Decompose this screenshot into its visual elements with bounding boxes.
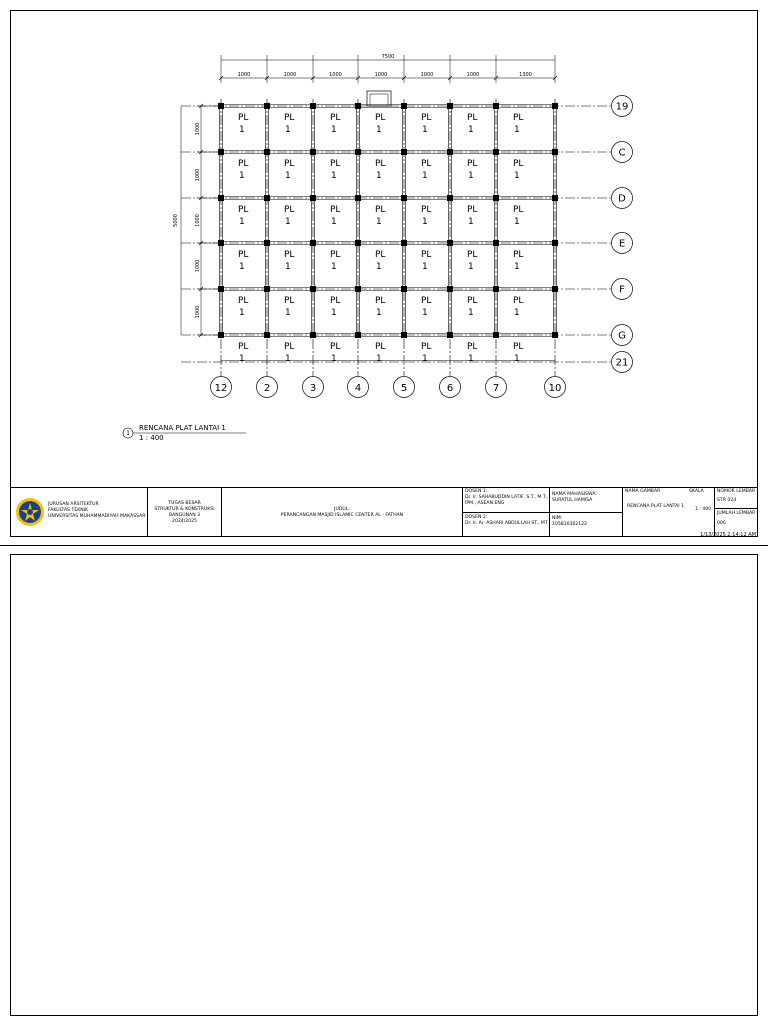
column	[310, 195, 316, 201]
slab-label-number: 1	[285, 354, 291, 364]
slab-label-name: PL	[238, 250, 249, 260]
lecturer2-label: DOSEN 2:	[465, 515, 488, 520]
slab-label-name: PL	[284, 250, 295, 260]
span-depth-dimension: 1000	[195, 168, 201, 182]
page-separator	[0, 545, 768, 546]
column	[493, 332, 499, 338]
slab-label-number: 1	[285, 217, 291, 227]
sheet-count-label: JUMLAH LEMBAR	[717, 511, 756, 516]
grid-label-column: 7	[492, 383, 500, 394]
column	[447, 195, 453, 201]
slab-label-number: 1	[376, 308, 382, 318]
column	[493, 103, 499, 109]
lecturer2-name: Dr. Ir. Ar. ASHARI ABDULLAH ST., MT.	[465, 521, 549, 526]
sheet-number-cell	[715, 488, 757, 537]
print-date: 1/13/2025 2:14:12 AM	[700, 532, 756, 538]
grid-label-column: 6	[446, 383, 454, 394]
grid-label-column: 4	[354, 383, 362, 394]
view-title: RENCANA PLAT LANTAI 1	[139, 424, 226, 432]
slab-label-number: 1	[376, 125, 382, 135]
slab-label-number: 1	[239, 262, 245, 272]
column	[310, 240, 316, 246]
column	[447, 286, 453, 292]
column	[552, 286, 558, 292]
column	[355, 149, 361, 155]
slab-label-number: 1	[514, 217, 520, 227]
lecturers-cell	[463, 488, 550, 537]
academic-year-line: 2024/2025	[172, 518, 197, 524]
span-depth-dimension: 1000	[195, 214, 201, 227]
slab-label-name: PL	[238, 113, 249, 123]
slab-label-name: PL	[284, 296, 295, 306]
slab-label-name: PL	[375, 250, 386, 260]
floor-plan	[11, 11, 757, 481]
title-block	[11, 487, 757, 537]
slab-label-number: 1	[514, 354, 520, 364]
project-title: PERANCANGAN MASJID ISLAMIC CENTER AL - FATHAN	[280, 512, 404, 518]
slab-label-name: PL	[421, 113, 432, 123]
grid-label-column: 12	[214, 383, 228, 394]
column	[264, 149, 270, 155]
slab-label-number: 1	[422, 354, 428, 364]
column	[310, 332, 316, 338]
slab-label-name: PL	[467, 296, 478, 306]
slab-label-number: 1	[331, 171, 337, 181]
slab-label-name: PL	[284, 113, 295, 123]
slab-label-number: 1	[514, 308, 520, 318]
view-number: 1	[126, 430, 130, 437]
slab-label-number: 1	[422, 217, 428, 227]
slab-label-number: 1	[376, 171, 382, 181]
grid-label-row: D	[618, 193, 626, 205]
slab-label-name: PL	[513, 342, 524, 352]
slab-label-name: PL	[513, 205, 524, 215]
column	[552, 103, 558, 109]
column	[401, 286, 407, 292]
grid-label-row: E	[618, 238, 626, 250]
slab-label-number: 1	[239, 354, 245, 364]
sheet-number-label: NOMOR LEMBAR	[717, 489, 756, 494]
column	[355, 286, 361, 292]
grid-label-row: 19	[615, 101, 629, 113]
drawing-name-label: NAMA GAMBAR	[625, 489, 661, 494]
grid-label-column: 10	[548, 383, 562, 394]
slab-label-number: 1	[422, 262, 428, 272]
column	[264, 240, 270, 246]
nim-label: NIM:	[552, 516, 563, 521]
lecturer1-name: Dr. Ir. SAHABUDDIN LATIF, S.T., M.T., IPM., ASEAN ENG	[465, 495, 549, 506]
span-width-dimension: 1000	[374, 72, 388, 78]
slab-label-name: PL	[375, 205, 386, 215]
drawing-sheet	[10, 10, 758, 537]
span-width-dimension: 1000	[237, 72, 251, 78]
grid-label-row: G	[618, 330, 626, 342]
slab-label-name: PL	[238, 159, 249, 169]
student-cell	[550, 488, 623, 537]
column	[401, 103, 407, 109]
slab-label-name: PL	[330, 342, 341, 352]
slab-label-name: PL	[513, 113, 524, 123]
column	[447, 332, 453, 338]
column	[493, 149, 499, 155]
slab-label-name: PL	[238, 342, 249, 352]
slab-label-name: PL	[375, 296, 386, 306]
project-label: JUDUL:	[334, 506, 350, 512]
column	[552, 149, 558, 155]
grid-label-row: 21	[615, 357, 629, 369]
slab-label-number: 1	[331, 354, 337, 364]
slab-label-name: PL	[284, 205, 295, 215]
slab-label-name: PL	[421, 296, 432, 306]
faculty-line: FAKULTAS TEKNIK	[48, 508, 89, 513]
column	[310, 286, 316, 292]
slab-label-number: 1	[239, 308, 245, 318]
column	[355, 240, 361, 246]
slab-label-number: 1	[422, 171, 428, 181]
span-width-dimension: 1300	[519, 72, 532, 78]
column	[310, 149, 316, 155]
slab-label-name: PL	[421, 250, 432, 260]
slab-label-number: 1	[331, 262, 337, 272]
span-width-dimension: 1000	[329, 72, 342, 78]
slab-label-number: 1	[376, 354, 382, 364]
column	[264, 103, 270, 109]
slab-label-number: 1	[468, 217, 474, 227]
slab-label-number: 1	[468, 171, 474, 181]
span-width-dimension: 1000	[466, 72, 480, 78]
course-level-line: BANGUNAN 3	[168, 512, 201, 518]
slab-label-name: PL	[238, 296, 249, 306]
slab-label-name: PL	[513, 159, 524, 169]
slab-label-number: 1	[468, 354, 474, 364]
slab-label-name: PL	[513, 250, 524, 260]
student-name: SURATUL HAMISA	[552, 498, 593, 503]
department-cell	[11, 488, 148, 537]
slab-label-name: PL	[330, 113, 341, 123]
grid-label-column: 2	[263, 383, 271, 394]
span-depth-dimension: 1000	[195, 122, 201, 136]
column	[355, 332, 361, 338]
drawing-name-cell	[623, 488, 715, 537]
view-scale: 1 : 400	[139, 434, 164, 442]
column	[401, 195, 407, 201]
column	[355, 103, 361, 109]
project-cell	[222, 488, 463, 537]
student-label: NAMA MAHASISWA:	[552, 492, 597, 497]
slab-label-name: PL	[421, 159, 432, 169]
column	[264, 332, 270, 338]
slab-label-name: PL	[467, 250, 478, 260]
column	[493, 286, 499, 292]
slab-label-number: 1	[285, 262, 291, 272]
overall-width-dimension: 7500	[381, 54, 395, 60]
slab-label-name: PL	[284, 342, 295, 352]
course-line: STRUKTUR & KONSTRUKSI	[154, 506, 215, 512]
sheet-count: 006	[717, 521, 726, 526]
slab-label-number: 1	[285, 125, 291, 135]
slab-label-name: PL	[421, 342, 432, 352]
slab-label-name: PL	[467, 113, 478, 123]
column	[355, 195, 361, 201]
grid-label-row: C	[618, 147, 626, 159]
slab-label-name: PL	[467, 159, 478, 169]
scale-value: 1 : 400	[695, 507, 712, 512]
nim-value: 105830302122	[552, 522, 588, 527]
grid-label-column: 3	[309, 383, 317, 394]
overall-depth-dimension: 5000	[173, 214, 179, 227]
column	[447, 149, 453, 155]
scale-label: SKALA	[689, 489, 704, 494]
grid-label-row: F	[619, 284, 625, 296]
slab-label-name: PL	[513, 296, 524, 306]
slab-label-name: PL	[467, 342, 478, 352]
slab-label-name: PL	[375, 113, 386, 123]
slab-label-number: 1	[422, 308, 428, 318]
slab-label-name: PL	[330, 250, 341, 260]
slab-label-number: 1	[468, 125, 474, 135]
column	[264, 286, 270, 292]
slab-label-number: 1	[285, 308, 291, 318]
blank-sheet	[10, 554, 758, 1016]
column	[401, 149, 407, 155]
university-logo	[15, 497, 45, 527]
span-depth-dimension: 1000	[195, 305, 201, 319]
slab-label-number: 1	[422, 125, 428, 135]
column	[264, 195, 270, 201]
slab-label-number: 1	[514, 171, 520, 181]
column	[401, 240, 407, 246]
slab-label-name: PL	[330, 159, 341, 169]
lecturer1-label: DOSEN 1:	[465, 489, 488, 494]
slab-label-number: 1	[331, 308, 337, 318]
slab-label-number: 1	[514, 262, 520, 272]
slab-label-number: 1	[468, 308, 474, 318]
slab-label-number: 1	[331, 217, 337, 227]
column	[447, 103, 453, 109]
slab-label-name: PL	[467, 205, 478, 215]
slab-label-number: 1	[285, 171, 291, 181]
slab-label-name: PL	[375, 342, 386, 352]
span-width-dimension: 1000	[283, 72, 297, 78]
university-line: UNIVERSITAS MUHAMMADIYAH MAKASSAR	[48, 514, 146, 519]
span-width-dimension: 1000	[420, 72, 434, 78]
assignment-line: TUGAS BESAR	[168, 500, 201, 506]
column	[493, 240, 499, 246]
column	[447, 240, 453, 246]
column	[552, 240, 558, 246]
slab-label-number: 1	[239, 125, 245, 135]
span-depth-dimension: 1000	[195, 259, 201, 273]
slab-label-name: PL	[238, 205, 249, 215]
column	[552, 195, 558, 201]
drawing-name: RENCANA PLAT LANTAI 1	[627, 504, 684, 509]
column	[552, 332, 558, 338]
slab-label-number: 1	[468, 262, 474, 272]
slab-label-name: PL	[330, 296, 341, 306]
slab-label-name: PL	[284, 159, 295, 169]
opening	[367, 91, 391, 106]
assignment-cell	[148, 488, 222, 537]
sheet-number: STR 024	[717, 498, 737, 503]
department-line: JURUSAN ARSITEKTUR	[48, 502, 99, 507]
column	[310, 103, 316, 109]
slab-label-number: 1	[239, 217, 245, 227]
column	[493, 195, 499, 201]
slab-label-name: PL	[330, 205, 341, 215]
slab-label-number: 1	[376, 217, 382, 227]
slab-label-number: 1	[331, 125, 337, 135]
slab-label-number: 1	[376, 262, 382, 272]
slab-label-number: 1	[514, 125, 520, 135]
column	[401, 332, 407, 338]
slab-label-name: PL	[375, 159, 386, 169]
grid-label-column: 5	[400, 383, 408, 394]
slab-label-number: 1	[239, 171, 245, 181]
slab-label-name: PL	[421, 205, 432, 215]
